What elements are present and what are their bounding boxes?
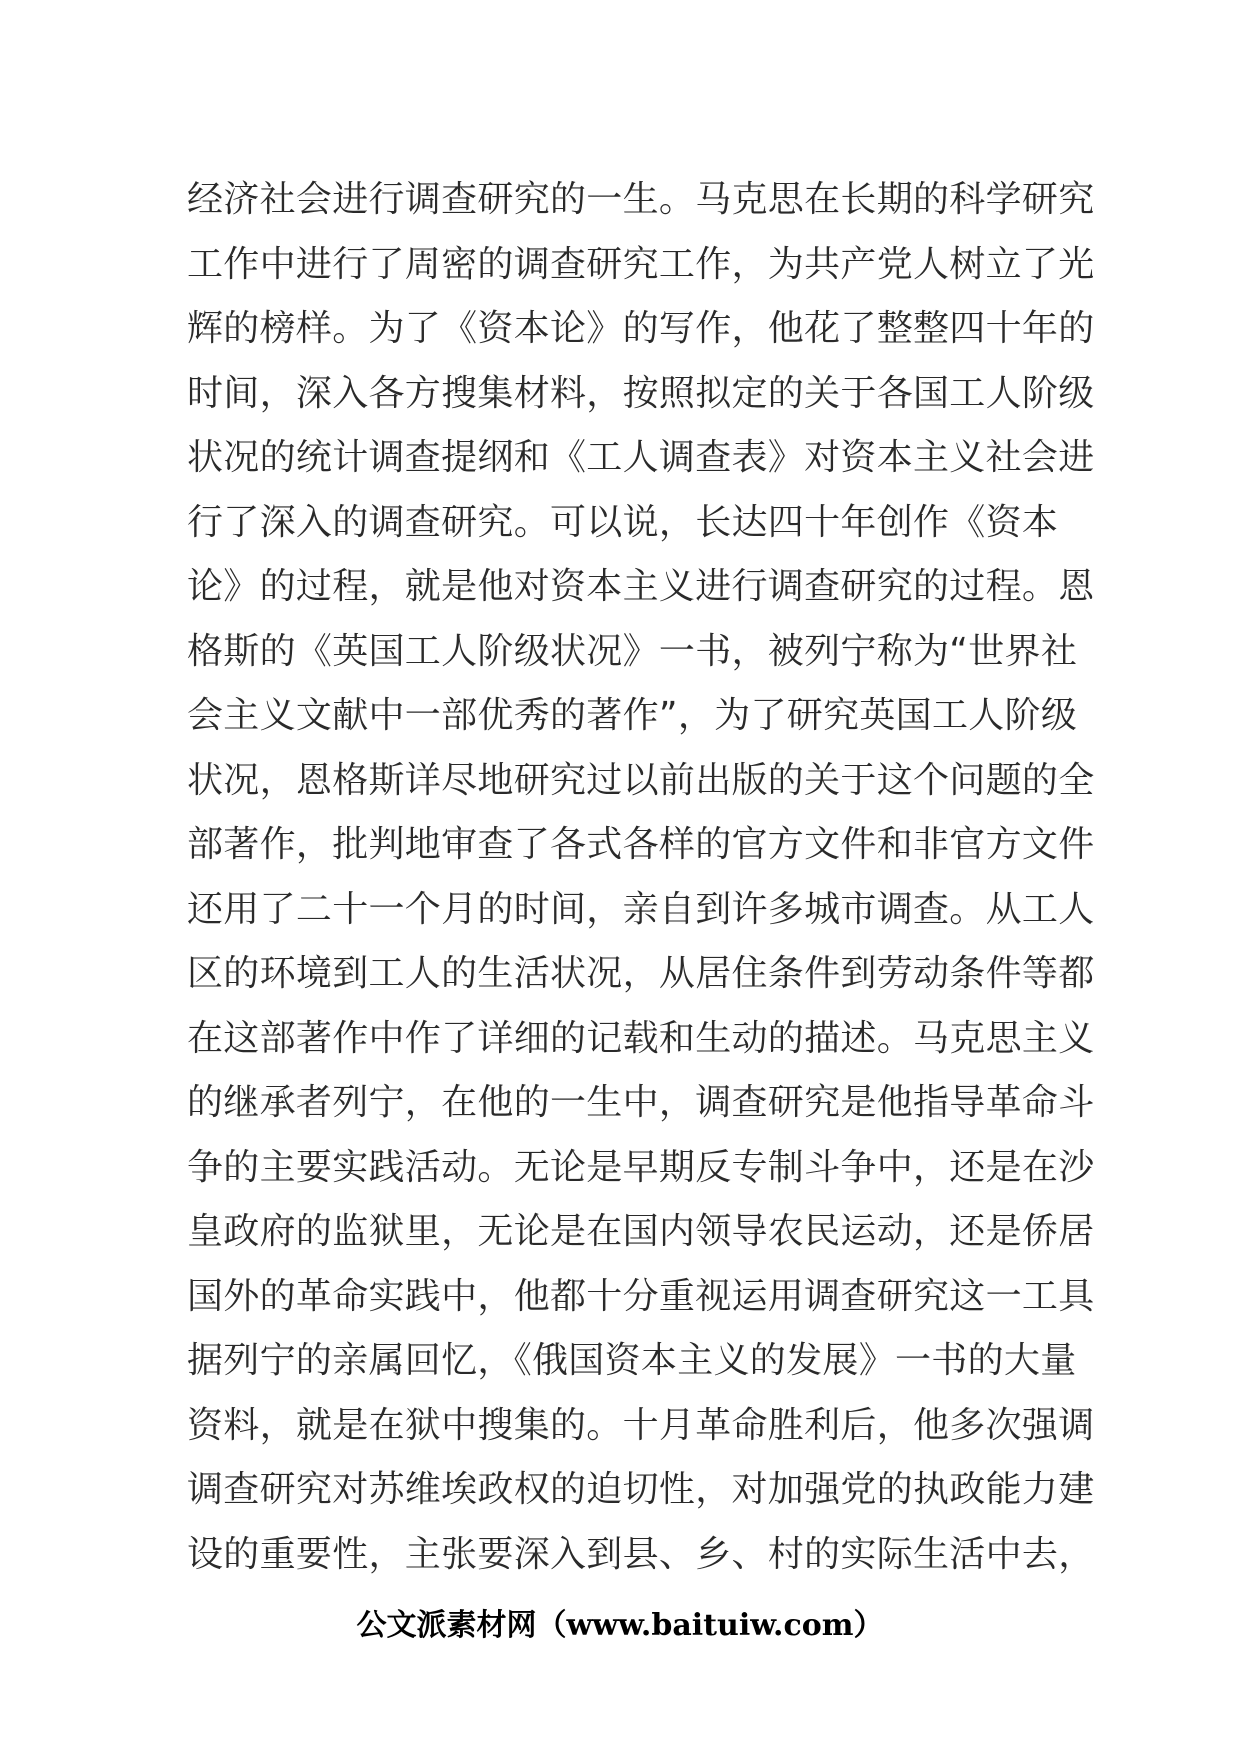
text-line: 还用了二十一个月的时间，亲自到许多城市调查。从工人 bbox=[187, 888, 1095, 930]
text-line: 的继承者列宁，在他的一生中，调查研究是他指导革命斗 bbox=[187, 1082, 1095, 1123]
text-line: 行了深入的调查研究。可以说，长达四十年创作《资本 bbox=[187, 501, 1059, 543]
body-text bbox=[187, 168, 1095, 1587]
text-line: 在这部著作中作了详细的记载和生动的描述。马克思主义 bbox=[187, 1017, 1095, 1059]
text-line: 经济社会进行调查研究的一生。马克思在长期的科学研究 bbox=[187, 179, 1095, 220]
footer-watermark: 公文派素材网（www.baituiw.com） bbox=[356, 1608, 884, 1643]
text-line: 格斯的《英国工人阶级状况》一书，被列宁称为“世界社 bbox=[187, 630, 1078, 672]
text-line: 国外的革命实践中，他都十分重视运用调查研究这一工具 bbox=[187, 1275, 1095, 1317]
text-line: 工作中进行了周密的调查研究工作，为共产党人树立了光 bbox=[187, 243, 1095, 285]
text-line: 状况，恩格斯详尽地研究过以前出版的关于这个问题的全 bbox=[187, 759, 1095, 801]
text-line: 会主义文献中一部优秀的著作”，为了研究英国工人阶级 bbox=[187, 695, 1078, 736]
text-line: 辉的榜样。为了《资本论》的写作，他花了整整四十年的 bbox=[187, 308, 1095, 349]
text-line: 调查研究对苏维埃政权的迫切性，对加强党的执政能力建 bbox=[187, 1469, 1095, 1510]
text-line: 论》的过程，就是他对资本主义进行调查研究的过程。恩 bbox=[187, 566, 1095, 607]
text-line: 设的重要性，主张要深入到县、乡、村的实际生活中去， bbox=[187, 1533, 1095, 1575]
text-line: 状况的统计调查提纲和《工人调查表》对资本主义社会进 bbox=[187, 437, 1095, 478]
text-line: 争的主要实践活动。无论是早期反专制斗争中，还是在沙 bbox=[187, 1146, 1095, 1188]
text-line: 皇政府的监狱里，无论是在国内领导农民运动，还是侨居 bbox=[187, 1211, 1095, 1252]
text-line: 区的环境到工人的生活状况，从居住条件到劳动条件等都 bbox=[187, 953, 1095, 994]
text-line: 资料，就是在狱中搜集的。十月革命胜利后，他多次强调 bbox=[187, 1404, 1095, 1446]
text-line: 据列宁的亲属回忆，《俄国资本主义的发展》一书的大量 bbox=[187, 1340, 1077, 1381]
text-line: 时间，深入各方搜集材料，按照拟定的关于各国工人阶级 bbox=[187, 372, 1095, 414]
text-line: 部著作，批判地审查了各式各样的官方文件和非官方文件 bbox=[187, 824, 1095, 865]
